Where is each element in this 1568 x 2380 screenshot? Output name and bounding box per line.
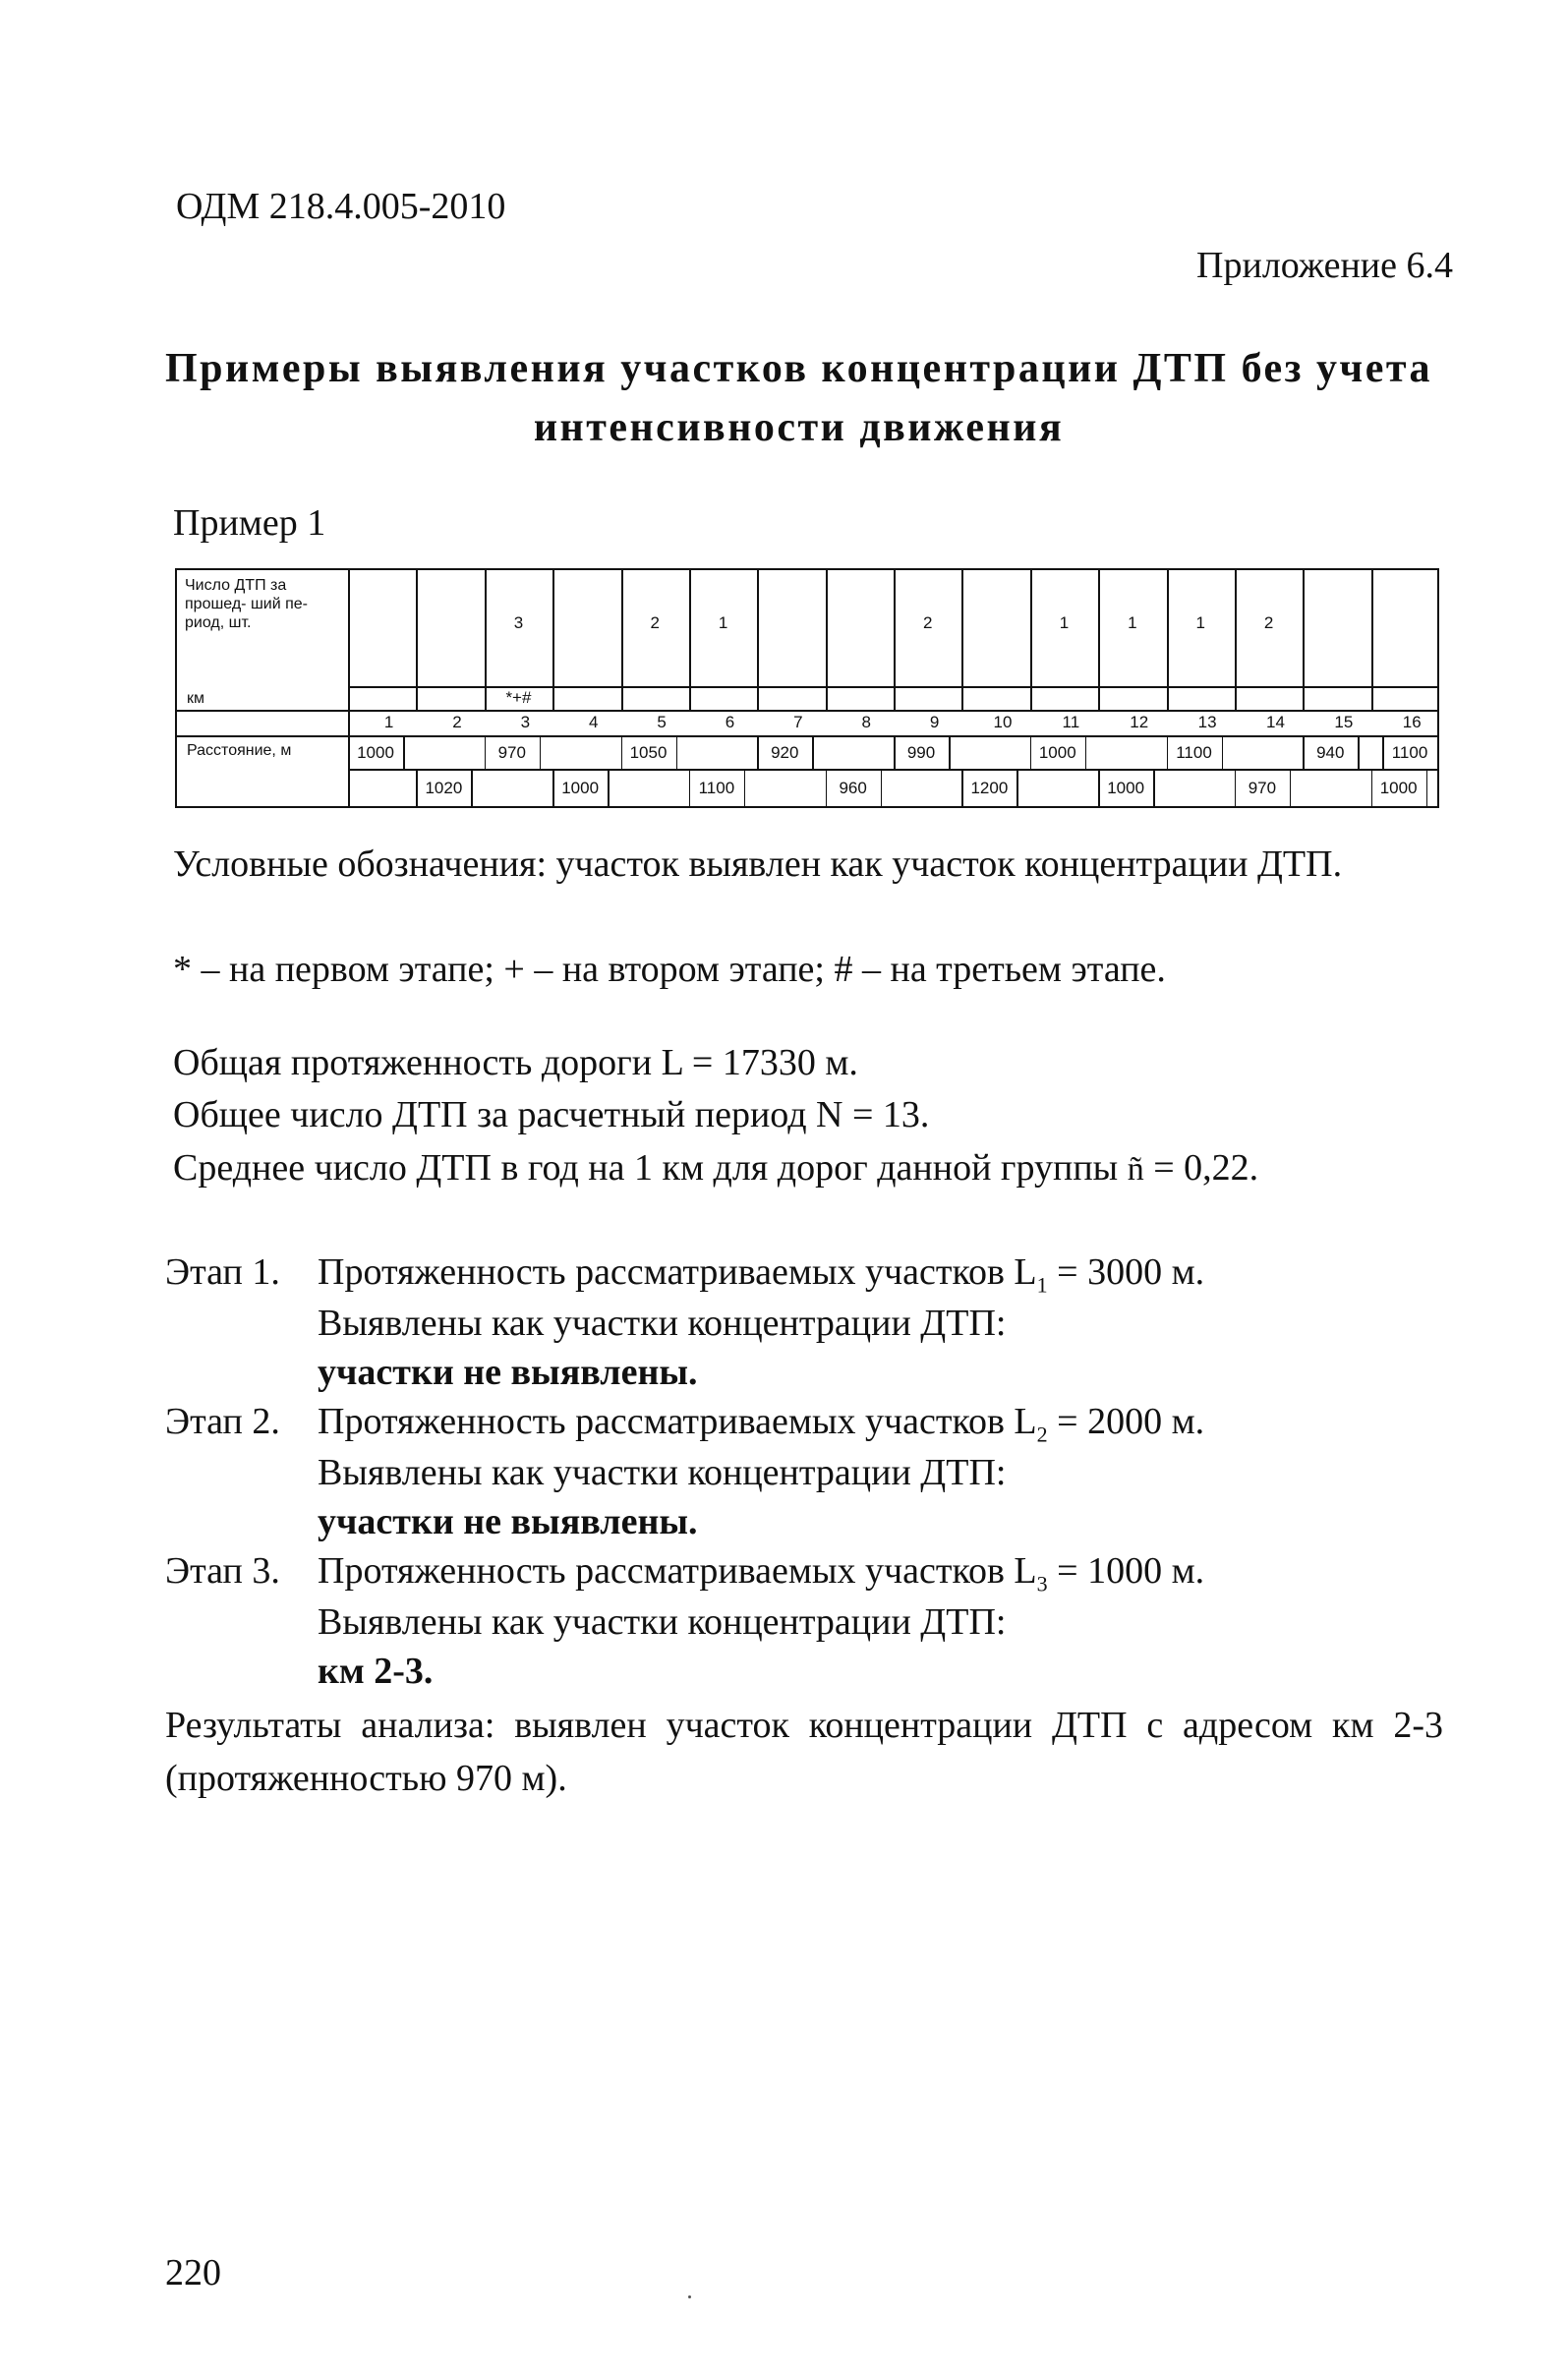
stage-3-length-text: Протяженность рассматриваемых участков L	[318, 1550, 1037, 1592]
distance-lower: 960	[839, 779, 867, 797]
appendix-label: Приложение 6.4	[1196, 245, 1453, 286]
table-border-top	[175, 568, 1439, 570]
km-number: 10	[993, 713, 1013, 731]
km-number: 4	[589, 713, 599, 731]
distance-box-rule	[403, 737, 405, 771]
stage-3-length-value: = 1000 м.	[1057, 1550, 1205, 1592]
stage-1-found: Выявлены как участки концентрации ДТП:	[318, 1303, 1007, 1344]
accident-count: 2	[922, 613, 933, 632]
table-col-rule	[894, 568, 896, 710]
km-number: 11	[1062, 713, 1080, 731]
distance-upper: 1000	[357, 743, 394, 762]
km-number: 2	[452, 713, 462, 731]
table-col-rule	[826, 568, 828, 710]
stage-3-label: Этап 3.	[165, 1550, 280, 1592]
table-col-rule	[621, 568, 623, 710]
table-border-right	[1437, 568, 1439, 808]
distance-lower: 1000	[1379, 779, 1418, 797]
table-col-rule	[552, 568, 554, 710]
accident-count: 1	[1059, 613, 1070, 632]
distance-lower: 970	[1248, 779, 1277, 797]
scan-dot	[688, 2295, 691, 2298]
distance-box-rule	[540, 737, 542, 771]
distance-upper: 1050	[629, 743, 668, 762]
km-number: 3	[520, 713, 531, 731]
distance-box-rule	[1085, 737, 1087, 771]
distance-lower: 1000	[561, 779, 600, 797]
distance-box-rule	[949, 737, 951, 771]
accident-count: 1	[718, 613, 728, 632]
stage-3-sub: 3	[1036, 1571, 1048, 1596]
distance-upper: 920	[771, 743, 799, 762]
accident-table	[175, 568, 1439, 808]
stage-2-label: Этап 2.	[165, 1401, 280, 1442]
document-code: ОДМ 218.4.005-2010	[176, 186, 506, 227]
distance-upper: 1000	[1038, 743, 1076, 762]
distance-upper: 940	[1316, 743, 1345, 762]
total-length: Общая протяженность дороги L = 17330 м.	[173, 1042, 858, 1083]
km-mark: *+#	[505, 688, 532, 707]
stage-1-label: Этап 1.	[165, 1251, 280, 1293]
distance-upper: 1100	[1391, 743, 1428, 762]
stage-2-sub: 2	[1036, 1422, 1048, 1447]
distance-box-rule	[1358, 737, 1360, 771]
row-label-distance: Расстояние, м	[187, 742, 292, 759]
distance-lower: 1020	[425, 779, 463, 797]
distance-upper: 1100	[1176, 743, 1212, 762]
distance-lower: 1000	[1107, 779, 1145, 797]
stage-1-length	[318, 1250, 1204, 1299]
table-col-rule	[416, 568, 418, 710]
stage-2-result: участки не выявлены.	[318, 1501, 698, 1542]
distance-box-rule	[1290, 769, 1292, 808]
mean-symbol: ñ	[1127, 1151, 1144, 1188]
distance-box-rule	[1222, 737, 1224, 771]
stage-2-length-text: Протяженность рассматриваемых участков L	[318, 1401, 1037, 1442]
stage-3-length	[318, 1549, 1204, 1597]
page-title: Примеры выявления участков концентрации ДТП без учета интенсивности движения	[164, 346, 1433, 450]
stage-1-length-value: = 3000 м.	[1057, 1251, 1205, 1293]
table-col-rule	[1303, 568, 1305, 710]
table-row-rule	[348, 710, 1439, 712]
distance-box-rule	[1153, 769, 1155, 808]
accident-count: 2	[1263, 613, 1274, 632]
accident-count: 1	[1128, 613, 1137, 632]
distance-box-rule	[676, 737, 678, 771]
distance-box-rule	[744, 769, 746, 808]
table-col-rule	[757, 568, 759, 710]
example-label: Пример 1	[173, 502, 326, 544]
stage-1-result: участки не выявлены.	[318, 1352, 698, 1393]
km-number: 14	[1266, 713, 1285, 731]
legend-marks: * – на первом этапе; + – на втором этапе; # – на третьем этапе.	[173, 949, 1166, 990]
km-number: 6	[725, 713, 735, 731]
page-number: 220	[165, 2252, 221, 2293]
stage-2-length-value: = 2000 м.	[1057, 1401, 1205, 1442]
table-col-rule	[689, 568, 691, 710]
table-col-rule	[1371, 568, 1373, 710]
km-number: 9	[929, 713, 940, 731]
table-col-rule	[1098, 568, 1100, 710]
accident-count: 3	[513, 613, 524, 632]
stage-2-length	[318, 1400, 1204, 1448]
table-row-rule	[175, 735, 348, 737]
distance-box-rule	[471, 769, 473, 808]
km-number: 15	[1334, 713, 1354, 731]
distance-box-rule	[812, 737, 814, 771]
legend-text: Условные обозначения: участок выявлен как участок концентрации ДТП.	[173, 843, 1343, 885]
km-number: 7	[793, 713, 803, 731]
row-label-km: км	[187, 690, 204, 707]
table-label-divider	[348, 568, 350, 808]
total-accidents: Общее число ДТП за расчетный период N = 13.	[173, 1094, 930, 1135]
accident-count: 1	[1195, 613, 1205, 632]
distance-box-rule	[1437, 737, 1439, 771]
mean-prefix: Среднее число ДТП в год на 1 км для дорог данной группы	[173, 1147, 1119, 1189]
km-number: 12	[1130, 713, 1149, 731]
km-number: 16	[1402, 713, 1422, 731]
table-border-left	[175, 568, 177, 808]
km-number: 13	[1197, 713, 1217, 731]
distance-box-rule	[1426, 769, 1428, 808]
km-number: 8	[861, 713, 871, 731]
distance-box-rule	[881, 769, 883, 808]
distance-upper: 990	[906, 743, 936, 762]
table-row-rule	[175, 710, 348, 712]
distance-lower: 1200	[970, 779, 1009, 797]
analysis-result: Результаты анализа: выявлен участок концентрации ДТП с адресом км 2-3 (протяженностью 970 м).	[165, 1705, 1443, 1799]
accident-count: 2	[650, 613, 660, 632]
km-number: 5	[657, 713, 667, 731]
table-border-bottom	[175, 806, 1439, 808]
stage-1-length-text: Протяженность рассматриваемых участков L	[318, 1251, 1037, 1293]
distance-upper: 970	[497, 743, 526, 762]
table-col-rule	[961, 568, 963, 710]
mean-accidents	[173, 1142, 1258, 1195]
table-col-rule	[1030, 568, 1032, 710]
stage-1-sub: 1	[1036, 1272, 1048, 1298]
stage-2-found: Выявлены как участки концентрации ДТП:	[318, 1452, 1007, 1493]
distance-lower: 1100	[698, 779, 735, 797]
mean-value: = 0,22.	[1153, 1147, 1259, 1189]
km-number: 1	[383, 713, 394, 731]
stage-3-result: км 2-3.	[318, 1651, 434, 1692]
distance-box-rule	[1016, 769, 1018, 808]
stage-3-found: Выявлены как участки концентрации ДТП:	[318, 1601, 1007, 1643]
row-label-accidents: Число ДТП за прошед- ший пе- риод, шт.	[185, 577, 308, 631]
distance-box-rule	[608, 769, 610, 808]
table-col-rule	[1167, 568, 1169, 710]
table-col-rule	[1235, 568, 1237, 710]
